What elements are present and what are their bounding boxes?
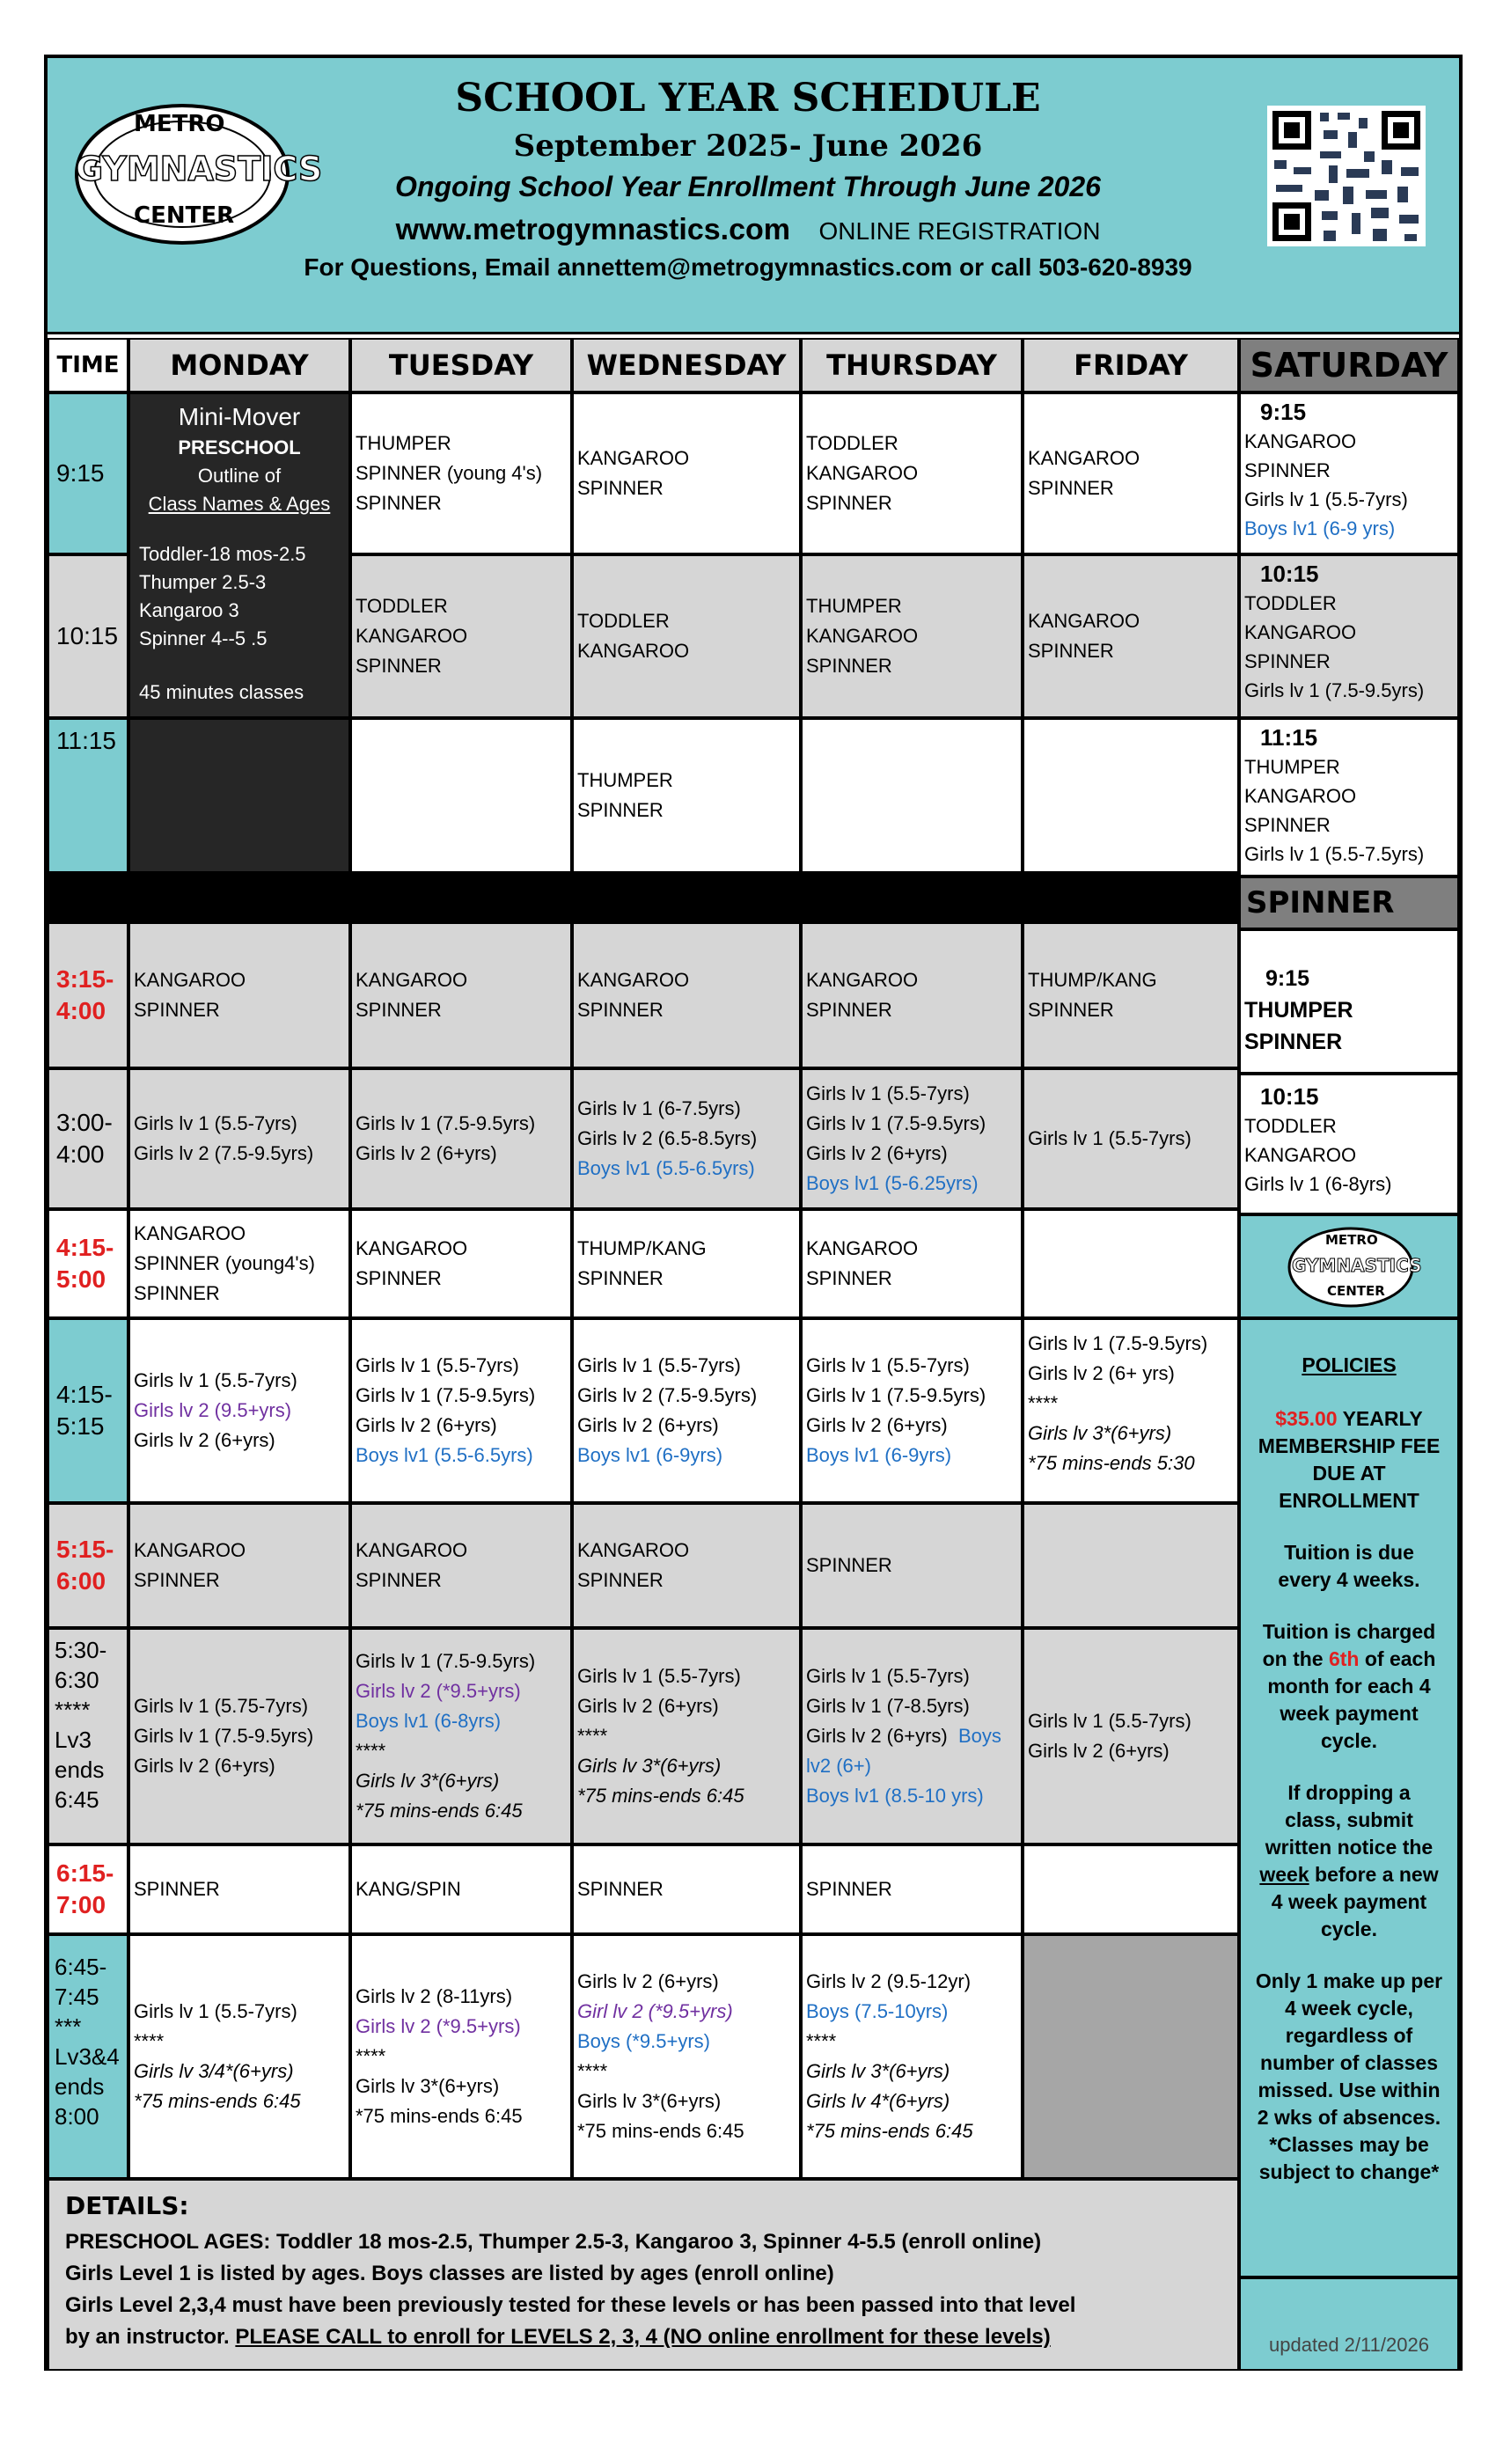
header-wednesday: WEDNESDAY xyxy=(572,338,801,392)
tue-r1-classes: KANGAROO SPINNER xyxy=(350,922,572,1068)
updated-date: updated 2/11/2026 xyxy=(1269,2334,1429,2356)
time-415-515: 4:15- 5:15 xyxy=(48,1318,128,1503)
details-call: by an instructor. PLEASE CALL to enroll for LEVELS 2, 3, 4 (NO online enrollment for these levels) xyxy=(65,2325,1051,2349)
time-315-400: 3:15- 4:00 xyxy=(48,922,128,1068)
details-level234: Girls Level 2,3,4 must have been previously tested for these levels or has been passed into that level xyxy=(65,2293,1076,2317)
fri-r8-empty xyxy=(1023,1934,1239,2179)
preschool-duration: 45 minutes classes xyxy=(139,681,304,703)
thu-r4-classes: Girls lv 1 (5.5-7yrs) Girls lv 1 (7.5-9.5yrs) Girls lv 2 (6+yrs) Boys lv1 (6-9yrs) xyxy=(801,1318,1023,1503)
preschool-age-list xyxy=(139,540,306,653)
wed-r7-classes: SPINNER xyxy=(572,1844,801,1934)
thu-r8-classes: Girls lv 2 (9.5-12yr) Boys (7.5-10yrs) **** Girls lv 3*(6+yrs) Girls lv 4*(6+yrs) *75 mins-ends 6:45 xyxy=(801,1934,1023,2179)
website-line xyxy=(317,213,1179,247)
updated-cell xyxy=(1239,2277,1459,2371)
membership-fee: $35.00 YEARLY MEMBERSHIP FEE DUE AT ENROLLMENT xyxy=(1258,1407,1441,1512)
details-panel xyxy=(48,2179,1239,2371)
mon-r5-classes: KANGAROO SPINNER xyxy=(128,1503,350,1628)
header-friday: FRIDAY xyxy=(1023,338,1239,392)
fri-r2-classes: Girls lv 1 (5.5-7yrs) xyxy=(1023,1068,1239,1209)
thu-r6-classes: Girls lv 1 (5.5-7yrs) Girls lv 1 (7-8.5yrs) Girls lv 2 (6+yrs) Boys lv2 (6+) Boys lv1 (8.5-10 yrs) xyxy=(801,1628,1023,1844)
sat-915-classes: 9:15 KANGAROO SPINNER Girls lv 1 (5.5-7yrs) Boys lv1 (6-9 yrs) xyxy=(1239,392,1459,554)
preschool-outline xyxy=(128,392,350,718)
time-530-630: 5:30- 6:30 **** Lv3 ends 6:45 xyxy=(48,1628,128,1844)
policies-panel xyxy=(1239,1318,1459,2277)
page-title: SCHOOL YEAR SCHEDULE xyxy=(455,76,1041,121)
tue-r7-classes: KANG/SPIN xyxy=(350,1844,572,1934)
sat-1015-time: 10:15 xyxy=(1260,561,1319,587)
wed-r2-classes: Girls lv 1 (6-7.5yrs) Girls lv 2 (6.5-8.5yrs) Boys lv1 (5.5-6.5yrs) xyxy=(572,1068,801,1209)
time-645-745: 6:45- 7:45 *** Lv3&4 ends 8:00 xyxy=(48,1934,128,2179)
date-range: September 2025- June 2026 xyxy=(513,128,983,164)
header-saturday: SATURDAY xyxy=(1239,338,1459,392)
age-thumper: Thumper 2.5-3 xyxy=(139,571,267,593)
preschool-title: Mini-Mover xyxy=(178,403,301,430)
sat-spinner-915-time: 9:15 xyxy=(1265,966,1310,991)
sat-915-time: 9:15 xyxy=(1260,399,1307,425)
thu-1115-empty xyxy=(801,718,1023,873)
wed-1115-classes: THUMPER SPINNER xyxy=(572,718,801,873)
website-link[interactable]: www.metrogymnastics.com xyxy=(395,213,790,246)
thu-r2-classes: Girls lv 1 (5.5-7yrs) Girls lv 1 (7.5-9.5yrs) Girls lv 2 (6+yrs) Boys lv1 (5-6.25yrs) xyxy=(801,1068,1023,1209)
header-time: TIME xyxy=(48,338,128,392)
sat-spinner-1015-time: 10:15 xyxy=(1260,1083,1319,1110)
time-300-400: 3:00- 4:00 xyxy=(48,1068,128,1209)
age-spinner: Spinner 4--5 .5 xyxy=(139,627,268,649)
logo-gymnastics: GYMNASTICS xyxy=(76,150,323,188)
thu-r1-classes: KANGAROO SPINNER xyxy=(801,922,1023,1068)
drop-policy: If dropping a class, submit written notice the week before a new 4 week payment cycle. xyxy=(1259,1781,1439,1940)
time-915: 9:15 xyxy=(48,392,128,554)
tue-r2-classes: Girls lv 1 (7.5-9.5yrs) Girls lv 2 (6+yrs) xyxy=(350,1068,572,1209)
age-toddler: Toddler-18 mos-2.5 xyxy=(139,543,306,565)
enrollment-note: Ongoing School Year Enrollment Through June 2026 xyxy=(395,171,1101,202)
details-level1: Girls Level 1 is listed by ages. Boys classes are listed by ages (enroll online) xyxy=(65,2262,834,2285)
fri-1115-empty xyxy=(1023,718,1239,873)
header-tuesday: TUESDAY xyxy=(350,338,572,392)
mon-r4-classes: Girls lv 1 (5.5-7yrs) Girls lv 2 (9.5+yrs) Girls lv 2 (6+yrs) xyxy=(128,1318,350,1503)
time-615-700: 6:15- 7:00 xyxy=(48,1844,128,1934)
sat-spinner-1015: 10:15 TODDLER KANGAROO Girls lv 1 (6-8yrs) xyxy=(1239,1074,1459,1214)
section-divider xyxy=(48,873,1239,922)
logo-metro: METRO xyxy=(134,111,225,137)
thu-r3-classes: KANGAROO SPINNER xyxy=(801,1209,1023,1318)
metro-logo xyxy=(63,95,323,253)
tue-r8-classes: Girls lv 2 (8-11yrs) Girls lv 2 (*9.5+yrs) **** Girls lv 3*(6+yrs) *75 mins-ends 6:45 xyxy=(350,1934,572,2179)
sat-logo-cell xyxy=(1239,1214,1459,1318)
mon-r6-classes: Girls lv 1 (5.75-7yrs) Girls lv 1 (7.5-9.5yrs) Girls lv 2 (6+yrs) xyxy=(128,1628,350,1844)
preschool-outline-text: Outline of xyxy=(197,465,282,487)
details-title: DETAILS: xyxy=(65,2191,189,2220)
time-1115: 11:15 xyxy=(48,718,128,873)
wed-r8-classes: Girls lv 2 (6+yrs) Girl lv 2 (*9.5+yrs) Boys (*9.5+yrs) **** Girls lv 3*(6+yrs) *75 mins-ends 6:45 xyxy=(572,1934,801,2179)
mon-r2-classes: Girls lv 1 (5.5-7yrs) Girls lv 2 (7.5-9.5yrs) xyxy=(128,1068,350,1209)
sat-spinner-915: 9:15 THUMPER SPINNER xyxy=(1239,929,1459,1074)
tue-r5-classes: KANGAROO SPINNER xyxy=(350,1503,572,1628)
sat-spinner-header: SPINNER xyxy=(1239,876,1459,929)
thu-915-classes: TODDLER KANGAROO SPINNER xyxy=(801,392,1023,554)
wed-r5-classes: KANGAROO SPINNER xyxy=(572,1503,801,1628)
wed-r1-classes: KANGAROO SPINNER xyxy=(572,922,801,1068)
monday-1115-empty xyxy=(128,718,350,873)
wed-r3-classes: THUMP/KANG SPINNER xyxy=(572,1209,801,1318)
tuition-due: Tuition is due every 4 weeks. xyxy=(1278,1541,1420,1591)
sat-1115-time: 11:15 xyxy=(1260,724,1318,751)
policies-title: POLICIES xyxy=(1302,1353,1397,1376)
mon-r3-classes: KANGAROO SPINNER (young4's) SPINNER xyxy=(128,1209,350,1318)
tue-915-classes: THUMPER SPINNER (young 4's) SPINNER xyxy=(350,392,572,554)
header-monday: MONDAY xyxy=(128,338,350,392)
tue-1015-classes: TODDLER KANGAROO SPINNER xyxy=(350,554,572,718)
fri-r1-classes: THUMP/KANG SPINNER xyxy=(1023,922,1239,1068)
details-text xyxy=(65,2226,1075,2353)
wed-915-classes: KANGAROO SPINNER xyxy=(572,392,801,554)
contact-line: For Questions, Email annettem@metrogymnastics.com or call 503-620-8939 xyxy=(304,253,1192,281)
tue-r3-classes: KANGAROO SPINNER xyxy=(350,1209,572,1318)
wed-r4-classes: Girls lv 1 (5.5-7yrs) Girls lv 2 (7.5-9.5yrs) Girls lv 2 (6+yrs) Boys lv1 (6-9yrs) xyxy=(572,1318,801,1503)
online-registration: ONLINE REGISTRATION xyxy=(818,217,1101,245)
header-thursday: THURSDAY xyxy=(801,338,1023,392)
thu-r5-classes: SPINNER xyxy=(801,1503,1023,1628)
preschool-sub: PRESCHOOL xyxy=(178,436,301,458)
fri-1015-classes: KANGAROO SPINNER xyxy=(1023,554,1239,718)
tue-1115-empty xyxy=(350,718,572,873)
logo-center: CENTER xyxy=(134,202,235,229)
age-kangaroo: Kangaroo 3 xyxy=(139,599,239,621)
details-preschool: PRESCHOOL AGES: Toddler 18 mos-2.5, Thumper 2.5-3, Kangaroo 3, Spinner 4-5.5 (enroll online) xyxy=(65,2230,1042,2254)
tue-r4-classes: Girls lv 1 (5.5-7yrs) Girls lv 1 (7.5-9.5yrs) Girls lv 2 (6+yrs) Boys lv1 (5.5-6.5yrs) xyxy=(350,1318,572,1503)
wed-1015-classes: TODDLER KANGAROO xyxy=(572,554,801,718)
class-names-link[interactable]: Class Names & Ages xyxy=(148,493,331,515)
thu-r7-classes: SPINNER xyxy=(801,1844,1023,1934)
wed-r6-classes: Girls lv 1 (5.5-7yrs) Girls lv 2 (6+yrs) **** Girls lv 3*(6+yrs) *75 mins-ends 6:45 xyxy=(572,1628,801,1844)
tuition-charged: Tuition is charged on the 6th of each month for each 4 week payment cycle. xyxy=(1262,1620,1436,1752)
fri-915-classes: KANGAROO SPINNER xyxy=(1023,392,1239,554)
fri-r6-classes: Girls lv 1 (5.5-7yrs) Girls lv 2 (6+yrs) xyxy=(1023,1628,1239,1844)
sat-1115-classes: 11:15 THUMPER KANGAROO SPINNER Girls lv 1 (5.5-7.5yrs) xyxy=(1239,718,1459,876)
time-515-600: 5:15- 6:00 xyxy=(48,1503,128,1628)
mon-r1-classes: KANGAROO SPINNER xyxy=(128,922,350,1068)
fri-r7-empty xyxy=(1023,1844,1239,1934)
mon-r8-classes: Girls lv 1 (5.5-7yrs) **** Girls lv 3/4*(6+yrs) *75 mins-ends 6:45 xyxy=(128,1934,350,2179)
small-metro-logo: METRO GYMNASTICS CENTER xyxy=(1285,1225,1417,1309)
fri-r3-empty xyxy=(1023,1209,1239,1318)
fri-r4-classes: Girls lv 1 (7.5-9.5yrs) Girls lv 2 (6+ yrs) **** Girls lv 3*(6+yrs) *75 mins-ends 5:30 xyxy=(1023,1318,1239,1503)
qr-code[interactable] xyxy=(1267,106,1426,246)
makeup-policy: Only 1 make up per 4 week cycle, regardless of number of classes missed. Use within 2 wks of absences. *Classes may be subject to change* xyxy=(1255,1969,1443,2183)
thu-1015-classes: THUMPER KANGAROO SPINNER xyxy=(801,554,1023,718)
fri-r5-empty xyxy=(1023,1503,1239,1628)
time-415-500: 4:15- 5:00 xyxy=(48,1209,128,1318)
mon-r7-classes: SPINNER xyxy=(128,1844,350,1934)
sat-1015-classes: 10:15 TODDLER KANGAROO SPINNER Girls lv 1 (7.5-9.5yrs) xyxy=(1239,554,1459,718)
time-1015: 10:15 xyxy=(48,554,128,718)
tue-r6-classes: Girls lv 1 (7.5-9.5yrs) Girls lv 2 (*9.5+yrs) Boys lv1 (6-8yrs) **** Girls lv 3*(6+yrs) *75 mins-ends 6:45 xyxy=(350,1628,572,1844)
